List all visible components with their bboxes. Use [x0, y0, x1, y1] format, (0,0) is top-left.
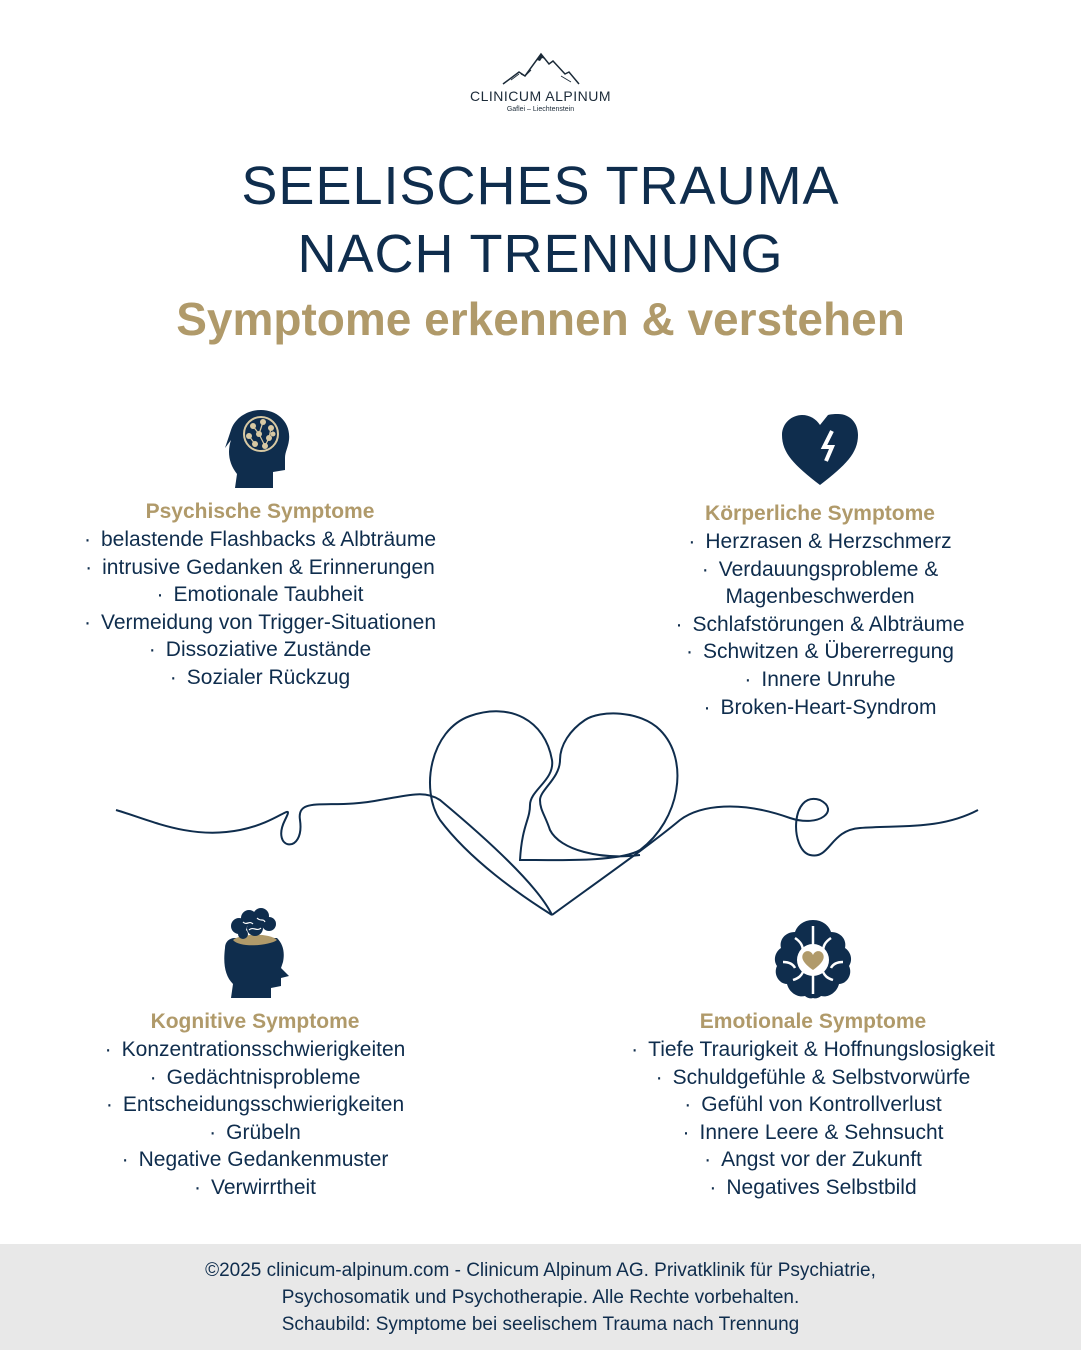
section-cognitive-list [15, 1036, 495, 1202]
list-item: · Herzrasen & Herzschmerz [688, 530, 952, 553]
section-psychic-heading: Psychische Symptome [145, 500, 375, 523]
section-emotional-list [573, 1036, 1053, 1202]
section-physical [580, 413, 1060, 721]
list-item: · Emotionale Taubheit [156, 583, 364, 607]
list-item: · Negative Gedankenmuster [121, 1148, 389, 1172]
list-item: · Schwitzen & Übererregung [686, 640, 954, 664]
footer-rights: Psychosomatik und Psychotherapie. Alle Rechte vorbehalten. [281, 1287, 800, 1308]
list-item: · belastende Flashbacks & Albträume [83, 528, 437, 551]
list-item: · Verdauungsprobleme & [701, 557, 939, 581]
logo [0, 50, 1081, 113]
page-title-line1: SEELISCHES TRAUMA [241, 156, 840, 216]
head-neural-icon [225, 408, 295, 490]
list-item: · Angst vor der Zukunft [704, 1148, 922, 1172]
section-cognitive-heading: Kognitive Symptome [150, 1010, 360, 1033]
list-item: · Entscheidungsschwierigkeiten [105, 1093, 405, 1117]
list-item: · Innere Unruhe [744, 667, 896, 691]
logo-location: Gaflei – Liechtenstein [506, 106, 575, 113]
footer [0, 1244, 1081, 1350]
list-item: · Broken-Heart-Syndrom [703, 695, 937, 719]
list-item: · Verwirrtheit [193, 1175, 317, 1199]
list-item: · Grübeln [209, 1120, 301, 1144]
section-psychic [20, 408, 500, 692]
list-item: · Gedächtnisprobleme [149, 1065, 361, 1089]
list-item: · Vermeidung von Trigger-Situationen [83, 610, 437, 634]
list-item: · Dissoziative Zustände [148, 638, 372, 662]
brain-heart-icon [773, 918, 853, 1000]
list-item: · Innere Leere & Sehnsucht [682, 1120, 944, 1144]
section-cognitive [15, 908, 495, 1202]
list-item: · Tiefe Traurigkeit & Hoffnungslosigkeit [631, 1038, 995, 1061]
section-emotional-heading: Emotionale Symptome [699, 1010, 927, 1033]
broken-heart-icon [780, 413, 860, 487]
list-item: Magenbeschwerden [725, 585, 915, 609]
head-brain-icon [219, 908, 291, 1000]
section-physical-heading: Körperliche Symptome [705, 502, 935, 525]
page-subtitle: Symptome erkennen & verstehen [176, 293, 905, 345]
list-item: · Schlafstörungen & Albträume [675, 612, 965, 636]
section-emotional [573, 918, 1053, 1202]
list-item: · intrusive Gedanken & Erinnerungen [85, 555, 435, 579]
list-item: · Negatives Selbstbild [709, 1175, 917, 1199]
list-item: · Gefühl von Kontrollverlust [684, 1093, 942, 1117]
logo-name: CLINICUM ALPINUM [469, 88, 612, 104]
list-item: · Konzentrationsschwierigkeiten [104, 1038, 406, 1061]
section-physical-list [580, 528, 1060, 721]
section-psychic-list [20, 526, 500, 692]
broken-heart-line-illustration [0, 700, 1081, 930]
list-item: · Schuldgefühle & Selbstvorwürfe [655, 1065, 971, 1089]
footer-copyright: ©2025 clinicum-alpinum.com - Clinicum Alpinum AG. Privatklinik für Psychiatrie, [205, 1260, 876, 1281]
page-title-line2: NACH TRENNUNG [297, 224, 784, 284]
list-item: · Sozialer Rückzug [169, 665, 351, 689]
mountain-icon [501, 50, 581, 86]
footer-caption: Schaubild: Symptome bei seelischem Trauma nach Trennung [281, 1314, 800, 1335]
